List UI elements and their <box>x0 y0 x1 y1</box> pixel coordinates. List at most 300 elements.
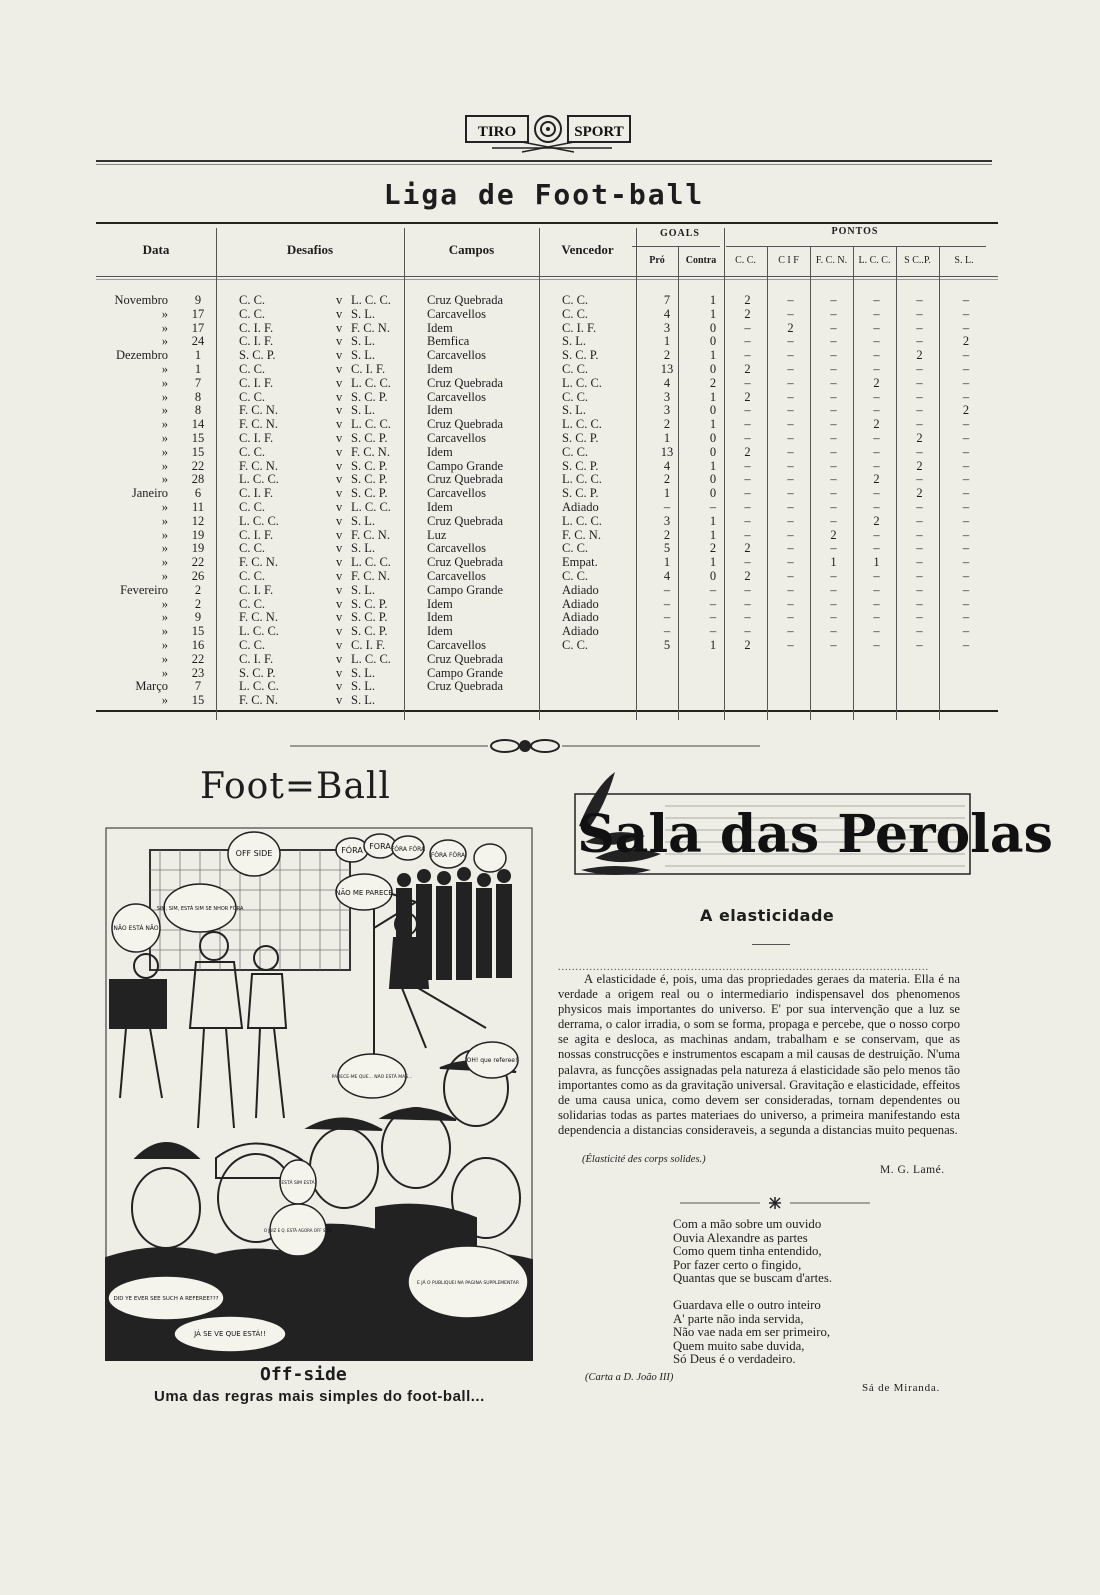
cell-month: » <box>161 527 168 542</box>
cell-points: – <box>962 348 970 363</box>
cell-field: Idem <box>427 361 453 376</box>
cell-home: C. C. <box>239 637 266 652</box>
cell-points: – <box>873 320 880 335</box>
sala-das-perolas-banner <box>575 766 1053 882</box>
cell-day: 1 <box>194 348 202 363</box>
cell-con: 1 <box>709 527 717 542</box>
cell-points: – <box>873 596 880 611</box>
cell-points: – <box>787 430 794 445</box>
table-row <box>96 556 998 570</box>
cell-points: – <box>744 375 751 390</box>
cell-away: F. C. N. <box>351 320 390 335</box>
cell-points: – <box>744 472 751 487</box>
cell-points: – <box>962 527 970 542</box>
cell-points: – <box>830 472 837 487</box>
dotted-leader: .......................................................................................................... <box>558 962 929 973</box>
cell-pro: 5 <box>663 637 671 652</box>
table-row <box>96 404 998 418</box>
cell-winner: C. C. <box>562 637 589 652</box>
bubble-text: FORA <box>369 842 391 851</box>
header-goals-for: Pró <box>649 255 665 266</box>
table-row <box>96 611 998 625</box>
cell-day: 9 <box>194 293 202 307</box>
offside-cartoon <box>106 828 532 1360</box>
cell-field: Bemfica <box>427 334 470 349</box>
cell-points: – <box>787 541 794 556</box>
cell-con: 0 <box>709 361 717 376</box>
cell-points: – <box>916 334 923 349</box>
cell-con: 1 <box>709 555 717 570</box>
cell-points: 2 <box>744 306 751 321</box>
cell-field: Cruz Quebrada <box>427 375 504 390</box>
cell-points: – <box>830 375 837 390</box>
cell-winner: C. C. <box>562 541 589 556</box>
cell-day: 22 <box>191 651 205 666</box>
cell-day: 2 <box>194 582 202 597</box>
cell-day: 26 <box>191 568 205 583</box>
cell-day: 22 <box>191 458 205 473</box>
cell-points: 1 <box>873 555 880 570</box>
cell-points: 2 <box>873 472 880 487</box>
cell-day: 15 <box>191 624 205 639</box>
cell-field: Idem <box>427 624 453 639</box>
cell-away: S. L. <box>351 334 375 349</box>
cell-home: F. C. N. <box>239 417 278 432</box>
cell-winner: S. L. <box>562 334 586 349</box>
cell-pro: 4 <box>663 458 671 473</box>
bubble-text: FÓRA FÓRA <box>430 852 466 859</box>
cell-away: C. I. F. <box>351 361 386 376</box>
cell-away: L. C. C. <box>351 417 391 432</box>
cell-points: – <box>962 472 970 487</box>
cell-con: 1 <box>709 417 717 432</box>
cell-day: 19 <box>191 541 205 556</box>
poem-line: Por fazer certo o fingido, <box>673 1257 802 1272</box>
cell-points: – <box>787 417 794 432</box>
table-row <box>96 473 998 487</box>
cell-points: – <box>744 348 751 363</box>
title-rule <box>752 944 790 945</box>
poem-stanza <box>673 1299 832 1367</box>
cell-v: v <box>336 389 343 404</box>
cell-points: – <box>744 499 751 514</box>
cell-home: C. I. F. <box>239 320 274 335</box>
cell-points: – <box>744 624 751 639</box>
bubble-text: ESTÁ SIM ESTÁ <box>281 1181 315 1186</box>
cell-v: v <box>336 430 343 445</box>
cell-v: v <box>336 596 343 611</box>
cell-points: – <box>787 458 794 473</box>
cell-away: S. L. <box>351 679 375 694</box>
cell-points: – <box>830 320 837 335</box>
cell-points: – <box>916 306 923 321</box>
cell-away: L. C. C. <box>351 293 391 307</box>
cell-points: 1 <box>830 555 837 570</box>
cell-points: – <box>962 486 970 501</box>
cell-points: – <box>962 513 970 528</box>
cell-points: – <box>962 582 970 597</box>
cell-points: – <box>916 444 923 459</box>
cell-away: S. L. <box>351 403 375 418</box>
cell-points: 2 <box>873 417 880 432</box>
cell-points: – <box>962 293 970 307</box>
cell-v: v <box>336 651 343 666</box>
cell-home: C. I. F. <box>239 375 274 390</box>
cell-pro: 3 <box>663 320 671 335</box>
cell-pro: 2 <box>663 417 671 432</box>
cell-pro: – <box>663 610 671 625</box>
cell-points: 2 <box>916 486 923 501</box>
cell-day: 24 <box>191 334 205 349</box>
cell-points: – <box>962 430 970 445</box>
cell-pro: 5 <box>663 541 671 556</box>
poem-line: Só Deus é o verdadeiro. <box>673 1352 796 1367</box>
cell-away: L. C. C. <box>351 375 391 390</box>
bubble-text: PARECE-ME QUE... NÃO ESTÁ MAS... <box>331 1075 413 1080</box>
cell-points: – <box>916 541 923 556</box>
cell-points: 2 <box>744 444 751 459</box>
cell-field: Idem <box>427 444 453 459</box>
cell-points: – <box>787 527 794 542</box>
cell-con: – <box>709 610 717 625</box>
cell-con: 0 <box>709 486 717 501</box>
cell-v: v <box>336 527 343 542</box>
poem-line: Quantas que se buscam d'artes. <box>673 1271 833 1286</box>
cell-field: Cruz Quebrada <box>427 679 504 694</box>
cell-points: 2 <box>873 375 880 390</box>
table-row <box>96 446 998 460</box>
cell-month: Janeiro <box>131 486 168 501</box>
cell-day: 23 <box>191 665 205 680</box>
cell-day: 19 <box>191 527 205 542</box>
cell-month: » <box>161 430 168 445</box>
cell-winner: C. C. <box>562 444 589 459</box>
cell-con: – <box>709 582 717 597</box>
cell-points: – <box>787 499 794 514</box>
cell-points: – <box>830 334 837 349</box>
cell-month: Fevereiro <box>120 582 168 597</box>
cell-points: – <box>916 472 923 487</box>
cell-points: – <box>744 334 751 349</box>
cell-points: – <box>873 293 880 307</box>
cell-points: – <box>873 403 880 418</box>
cell-away: L. C. C. <box>351 499 391 514</box>
cell-pro: 4 <box>663 306 671 321</box>
cell-points: – <box>962 444 970 459</box>
cell-points: – <box>787 348 794 363</box>
cell-pro: 1 <box>663 334 671 349</box>
cell-points: – <box>916 637 923 652</box>
cell-v: v <box>336 472 343 487</box>
cell-points: – <box>830 486 837 501</box>
cell-points: 2 <box>744 293 751 307</box>
table-row <box>96 570 998 584</box>
cell-points: – <box>787 403 794 418</box>
top-rule-thin <box>96 164 992 165</box>
header-team: L. C. C. <box>858 255 891 266</box>
cell-points: – <box>873 582 880 597</box>
cell-points: – <box>830 361 837 376</box>
cell-winner: C. C. <box>562 389 589 404</box>
cell-month: » <box>161 624 168 639</box>
cell-points: 2 <box>962 403 970 418</box>
cell-points: – <box>873 486 880 501</box>
cell-points: – <box>787 582 794 597</box>
header-team: C. C. <box>735 255 756 266</box>
cell-points: – <box>830 637 837 652</box>
cell-month: » <box>161 637 168 652</box>
cell-month: » <box>161 568 168 583</box>
league-table <box>96 222 998 726</box>
cell-field: Campo Grande <box>427 582 504 597</box>
cell-day: 8 <box>194 389 202 404</box>
table-row <box>96 598 998 612</box>
table-row <box>96 335 998 349</box>
cell-pro: 3 <box>663 389 671 404</box>
bubble-text: JÁ SE VE QUE ESTÁ!! <box>194 1330 266 1338</box>
bubble-text: OFF SIDE <box>235 849 273 858</box>
cell-field: Cruz Quebrada <box>427 651 504 666</box>
cell-home: C. I. F. <box>239 430 274 445</box>
cell-winner: Adiado <box>562 624 599 639</box>
tiro-sport-logo <box>462 108 634 154</box>
table-row <box>96 308 998 322</box>
cell-points: 2 <box>830 527 837 542</box>
cell-field: Carcavellos <box>427 486 487 501</box>
cell-con: 1 <box>709 458 717 473</box>
cell-points: 2 <box>787 320 794 335</box>
cell-month: » <box>161 375 168 390</box>
cell-points: – <box>744 582 751 597</box>
cell-winner: S. C. P. <box>562 430 599 445</box>
cell-points: – <box>787 637 794 652</box>
cell-points: – <box>962 417 970 432</box>
cell-month: » <box>161 361 168 376</box>
cell-winner: C. I. F. <box>562 320 597 335</box>
cell-v: v <box>336 306 343 321</box>
article-author: M. G. Lamé. <box>880 1164 945 1176</box>
cell-con: 0 <box>709 403 717 418</box>
cell-points: – <box>830 306 837 321</box>
cell-points: – <box>830 389 837 404</box>
cell-home: C. C. <box>239 306 266 321</box>
cell-pro: 4 <box>663 568 671 583</box>
cell-field: Carcavellos <box>427 541 487 556</box>
cell-pro: 1 <box>663 555 671 570</box>
league-rows <box>96 294 998 708</box>
cell-pro: 1 <box>663 486 671 501</box>
bubble-text: OH! que referee! <box>466 1057 518 1064</box>
cell-day: 12 <box>191 513 205 528</box>
cell-field: Idem <box>427 403 453 418</box>
cell-month: » <box>161 320 168 335</box>
cell-away: S. L. <box>351 513 375 528</box>
cell-field: Cruz Quebrada <box>427 293 504 307</box>
cell-month: » <box>161 610 168 625</box>
cell-home: S. C. P. <box>239 665 276 680</box>
cell-field: Cruz Quebrada <box>427 555 504 570</box>
poem-line: Quem muito sabe duvida, <box>673 1338 805 1353</box>
cell-winner: Empat. <box>562 555 598 570</box>
cell-points: 2 <box>744 361 751 376</box>
cell-points: – <box>830 417 837 432</box>
cell-home: C. C. <box>239 293 266 307</box>
cell-pro: 7 <box>663 293 671 307</box>
cell-points: – <box>962 555 970 570</box>
cell-v: v <box>336 513 343 528</box>
cell-con: 1 <box>709 637 717 652</box>
cell-points: – <box>873 458 880 473</box>
cell-points: – <box>962 541 970 556</box>
poem-stanza <box>673 1218 832 1286</box>
cell-home: L. C. C. <box>239 624 279 639</box>
cell-points: – <box>744 610 751 625</box>
cell-points: – <box>873 499 880 514</box>
cell-points: – <box>916 527 923 542</box>
table-row <box>96 460 998 474</box>
cell-home: L. C. C. <box>239 472 279 487</box>
cell-points: – <box>787 555 794 570</box>
cell-points: – <box>744 320 751 335</box>
cell-points: – <box>916 403 923 418</box>
cell-points: – <box>916 361 923 376</box>
cell-con: 0 <box>709 568 717 583</box>
cell-day: 9 <box>194 610 202 625</box>
cell-points: – <box>744 458 751 473</box>
cell-away: S. C. P. <box>351 472 388 487</box>
cell-winner: Adiado <box>562 499 599 514</box>
bubble-text: NÃO ESTÁ NÃO <box>113 925 159 932</box>
star-icon <box>769 1197 781 1209</box>
cell-field: Idem <box>427 320 453 335</box>
cell-v: v <box>336 293 343 307</box>
cell-points: – <box>962 306 970 321</box>
cell-away: L. C. C. <box>351 651 391 666</box>
cell-points: – <box>744 417 751 432</box>
cell-month: » <box>161 444 168 459</box>
cell-con: 0 <box>709 430 717 445</box>
table-row <box>96 667 998 681</box>
cell-pro: – <box>663 582 671 597</box>
cell-v: v <box>336 458 343 473</box>
cell-points: 2 <box>744 541 751 556</box>
cell-points: – <box>873 541 880 556</box>
header-team: S C..P. <box>904 255 931 266</box>
cell-points: – <box>962 637 970 652</box>
svg-text:SPORT: SPORT <box>574 124 624 140</box>
cell-points: – <box>916 320 923 335</box>
cell-points: – <box>787 306 794 321</box>
cell-winner: C. C. <box>562 293 589 307</box>
cell-away: S. C. P. <box>351 610 388 625</box>
cell-points: – <box>962 320 970 335</box>
cell-points: 2 <box>744 637 751 652</box>
cell-home: C. C. <box>239 541 266 556</box>
table-row <box>96 680 998 694</box>
cell-v: v <box>336 541 343 556</box>
cell-month: » <box>161 306 168 321</box>
league-title: Liga de Foot-ball <box>383 178 705 211</box>
bubble-text: E JÁ O PUBLIQUEI NA PAGINA SUPPLEMENTAR <box>417 1281 519 1286</box>
cell-points: – <box>873 389 880 404</box>
cell-pro: 3 <box>663 513 671 528</box>
cell-winner: C. C. <box>562 361 589 376</box>
cell-points: – <box>787 596 794 611</box>
cell-con: – <box>709 499 717 514</box>
cell-points: – <box>916 568 923 583</box>
cell-points: – <box>962 568 970 583</box>
cell-points: – <box>873 430 880 445</box>
cell-con: 1 <box>709 306 717 321</box>
cell-points: – <box>830 624 837 639</box>
cell-points: – <box>787 624 794 639</box>
cell-winner: L. C. C. <box>562 417 602 432</box>
cell-con: 0 <box>709 472 717 487</box>
cell-v: v <box>336 555 343 570</box>
cell-points: – <box>873 306 880 321</box>
cell-day: 16 <box>191 637 205 652</box>
cell-day: 11 <box>191 499 205 514</box>
cell-winner: C. C. <box>562 306 589 321</box>
cell-v: v <box>336 403 343 418</box>
cell-home: C. I. F. <box>239 651 274 666</box>
cell-v: v <box>336 679 343 694</box>
header-goals: GOALS <box>659 228 700 239</box>
cell-field: Idem <box>427 499 453 514</box>
cell-winner: L. C. C. <box>562 375 602 390</box>
cell-winner: Adiado <box>562 582 599 597</box>
cell-pro: 2 <box>663 472 671 487</box>
cell-day: 15 <box>191 430 205 445</box>
table-row <box>96 391 998 405</box>
cell-points: – <box>830 444 837 459</box>
cell-points: – <box>916 596 923 611</box>
article-source: (Élasticité des corps solides.) <box>582 1154 706 1165</box>
header-points: PONTOS <box>831 226 879 237</box>
cell-month: » <box>161 499 168 514</box>
cell-points: – <box>787 486 794 501</box>
cell-day: 15 <box>191 693 205 708</box>
cell-points: – <box>962 361 970 376</box>
cell-home: C. C. <box>239 361 266 376</box>
cell-winner: S. C. P. <box>562 458 599 473</box>
table-row <box>96 349 998 363</box>
cell-points: – <box>830 582 837 597</box>
table-row <box>96 487 998 501</box>
divider-ornament <box>290 738 760 754</box>
cell-winner: S. C. P. <box>562 486 599 501</box>
cell-points: – <box>787 610 794 625</box>
cell-points: – <box>916 624 923 639</box>
cell-points: – <box>916 293 923 307</box>
cell-day: 7 <box>194 375 202 390</box>
cell-v: v <box>336 637 343 652</box>
star-divider <box>680 1197 870 1209</box>
table-row <box>96 363 998 377</box>
cell-winner: F. C. N. <box>562 527 601 542</box>
cartoon-caption: Uma das regras mais simples do foot-ball... <box>154 1388 485 1405</box>
cell-field: Campo Grande <box>427 458 504 473</box>
poem-line: A' parte não inda servida, <box>673 1311 804 1326</box>
table-row <box>96 529 998 543</box>
cell-away: S. L. <box>351 348 375 363</box>
cell-home: C. I. F. <box>239 486 274 501</box>
cell-month: » <box>161 513 168 528</box>
cell-points: – <box>744 430 751 445</box>
cell-day: 8 <box>194 403 202 418</box>
cell-field: Carcavellos <box>427 430 487 445</box>
table-row <box>96 418 998 432</box>
